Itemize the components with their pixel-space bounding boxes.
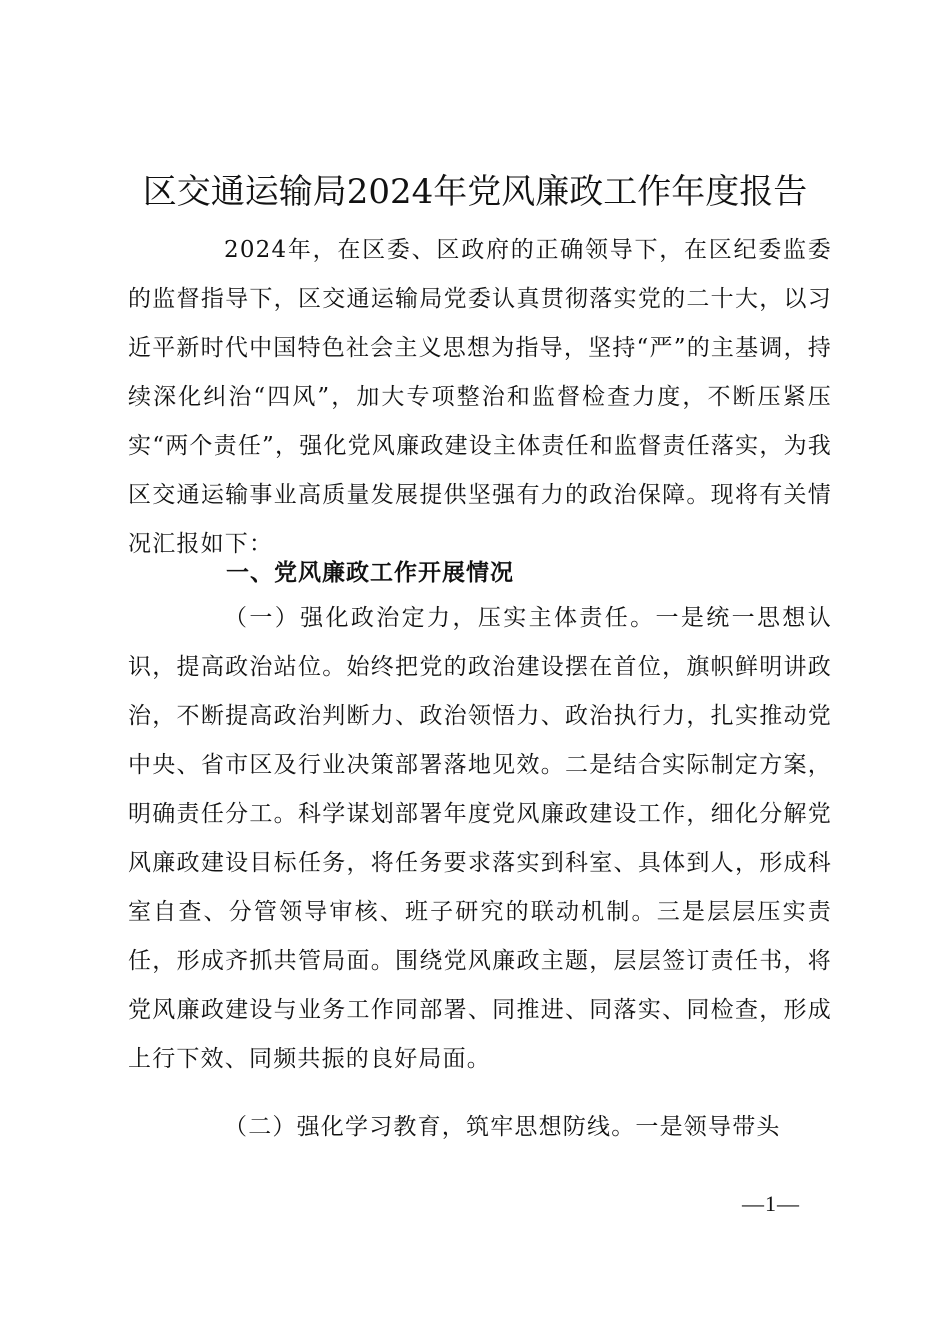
subsection-1-paragraph — [128, 594, 832, 1084]
section-heading: 一、党风廉政工作开展情况 — [226, 560, 514, 586]
subsection-1-text: 一是统一思想认识，提高政治站位。始终把党的政治建设摆在首位，旗帜鲜明讲政治，不断提高政治判断力、政治领悟力、政治执行力，扎实推动党中央、省市区及行业决策部署落地见效。二是结合实际制定方案，明确责任分工。科学谋划部署年度党风廉政建设工作，细化分解党风廉政建设目标任务，将任务要求落实到科室、具体到人，形成科室自查、分管领导审核、班子研究的联动机制。三是层层压实责任，形成齐抓共管局面。围绕党风廉政主题，层层签订责任书，将党风廉政建设与业务工作同部署、同推进、同落实、同检查，形成上行下效、同频共振的良好局面。 — [128, 605, 832, 1072]
page-number: —1— — [742, 1191, 800, 1216]
subsection-1-heading: （一）强化政治定力，压实主体责任。 — [224, 605, 656, 631]
subsection-2-heading: （二）强化学习教育，筑牢思想防线。 — [224, 1114, 636, 1140]
document-title: 区交通运输局2024年党风廉政工作年度报告 — [142, 172, 808, 212]
subsection-2-text: 一是领导带头 — [635, 1114, 781, 1140]
intro-paragraph: 2024年，在区委、区政府的正确领导下，在区纪委监委的监督指导下，区交通运输局党委认真贯彻落实党的二十大，以习近平新时代中国特色社会主义思想为指导，坚持“严”的主基调，持续深化纠治“四风”，加大专项整治和监督检查力度，不断压紧压实“两个责任”，强化党风廉政建设主体责任和监督责任落实，为我区交通运输事业高质量发展提供坚强有力的政治保障。现将有关情况汇报如下： — [128, 237, 832, 557]
subsection-2-paragraph — [128, 1103, 832, 1152]
